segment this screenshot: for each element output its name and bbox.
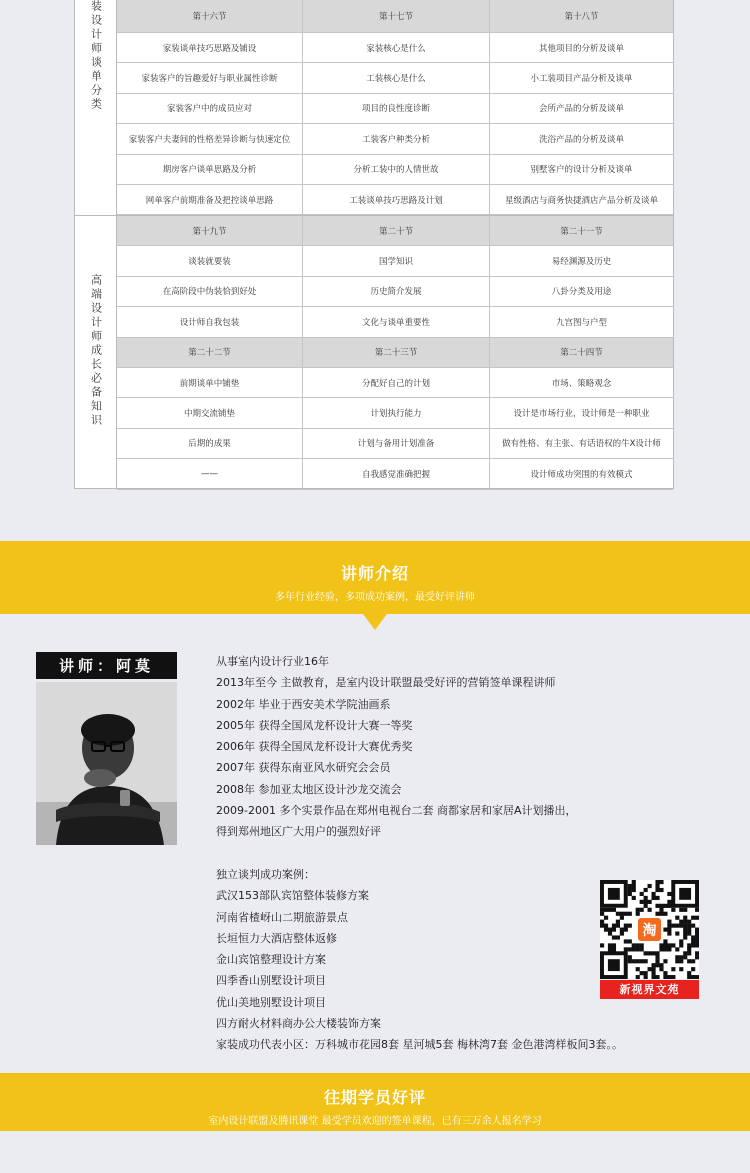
bio-line: 2007年 获得东南亚风水研究会会员: [216, 761, 391, 775]
table-header-row: [117, 338, 673, 368]
qr-code[interactable]: [600, 880, 699, 979]
table-header-row: [117, 216, 673, 246]
bio-line: 得到郑州地区广大用户的强烈好评: [216, 825, 381, 839]
table-cell: 工装客户种类分析: [303, 124, 490, 154]
case-line: 河南省楂岈山二期旅游景点: [216, 910, 348, 924]
table-cell: 计划与备用计划准备: [303, 429, 490, 459]
table-header-row: [117, 0, 673, 33]
lecturer-photo: [36, 682, 177, 845]
table-cell: 后期的成果: [117, 429, 303, 459]
table-cell: 市场、策略观念: [490, 368, 673, 398]
bio-line: 2013年至今 主做教育，是室内设计联盟最受好评的营销签单课程讲师: [216, 676, 556, 690]
table-cell: 工装核心是什么: [303, 63, 490, 93]
table-cell: 国学知识: [303, 246, 490, 276]
table-row: [117, 94, 673, 124]
table-cell: 九宫图与户型: [490, 307, 673, 337]
table-grid: [117, 0, 673, 215]
section-number-cell: 第二十节: [303, 216, 490, 246]
section-number-cell: 第十七节: [303, 0, 490, 33]
case-line: 家装成功代表小区：万科城市花园8套 星河城5套 梅林湾7套 金色港湾样板间3套。。: [216, 1038, 623, 1052]
table-grid: [117, 216, 673, 490]
category-cell: [75, 0, 117, 215]
table-cell: 工装谈单技巧思路及计划: [303, 185, 490, 215]
table-cell: ——: [117, 459, 303, 489]
table-cell: 洗浴产品的分析及谈单: [490, 124, 673, 154]
bio-line: 2009-2001 多个实景作品在郑州电视台二套 商都家居和家居A计划播出，: [216, 804, 577, 818]
table-cell: 家装核心是什么: [303, 33, 490, 63]
lecturer-portrait-icon: [36, 682, 177, 845]
table-cell: 期房客户谈单思路及分析: [117, 155, 303, 185]
table-cell: 谈装就要装: [117, 246, 303, 276]
table-row: [117, 185, 673, 215]
table-cell: 网单客户前期准备及把控谈单思路: [117, 185, 303, 215]
case-line: 武汉153部队宾馆整体装修方案: [216, 889, 369, 903]
lecturer-section-banner: [0, 541, 750, 614]
table-cell: 家装客户的旨趣爱好与职业属性诊断: [117, 63, 303, 93]
table-cell: 分析工装中的人情世故: [303, 155, 490, 185]
category-label: 高端设计师成长必备知识: [89, 274, 103, 428]
table-cell: 设计师成功突围的有效模式: [490, 459, 673, 489]
section-number-cell: 第十八节: [490, 0, 673, 33]
table-cell: 设计师自我包装: [117, 307, 303, 337]
table-cell: 前期谈单中铺垫: [117, 368, 303, 398]
table-row: [117, 124, 673, 154]
section-title: 讲师介绍: [340, 564, 409, 583]
table-row: [117, 155, 673, 185]
reviews-section-banner: [0, 1073, 750, 1131]
table-row: [117, 63, 673, 93]
section-title: 往期学员好评: [323, 1088, 426, 1107]
table-cell: 分配好自己的计划: [303, 368, 490, 398]
bio-line: 从事室内设计行业16年: [216, 655, 329, 668]
table-row: [117, 33, 673, 63]
table-cell: 会所产品的分析及谈单: [490, 94, 673, 124]
table-row: [117, 429, 673, 459]
table-block-senior-designer: [75, 215, 673, 488]
cases-heading: 独立谈判成功案例：: [216, 867, 315, 881]
table-cell: 星级酒店与商务快捷酒店产品分析及谈单: [490, 185, 673, 215]
case-line: 金山宾馆整理设计方案: [216, 953, 326, 967]
table-cell: 家装谈单技巧思路及铺设: [117, 33, 303, 63]
case-line: 优山美地别墅设计项目: [216, 995, 326, 1009]
table-cell: 历史简介发展: [303, 277, 490, 307]
bio-line: 2005年 获得全国凤龙杯设计大赛一等奖: [216, 718, 413, 732]
category-label: 装设计师谈单分类: [89, 0, 103, 112]
table-cell: 易经渊源及历史: [490, 246, 673, 276]
section-subtitle: 室内设计联盟及腾讯课堂 最受学员欢迎的签单课程，已有三万余人报名学习: [208, 1116, 542, 1127]
table-cell: 项目的良性度诊断: [303, 94, 490, 124]
table-cell: 设计是市场行业，设计师是一种职业: [490, 398, 673, 428]
table-cell: 做有性格、有主张、有话语权的牛X设计师: [490, 429, 673, 459]
table-cell: 计划执行能力: [303, 398, 490, 428]
section-number-cell: 第二十二节: [117, 338, 303, 368]
table-cell: 在高阶段中伪装恰到好处: [117, 277, 303, 307]
bio-line: 2006年 获得全国凤龙杯设计大赛优秀奖: [216, 740, 413, 754]
table-row: [117, 398, 673, 428]
table-cell: 文化与谈单重要性: [303, 307, 490, 337]
table-cell: 其他项目的分析及谈单: [490, 33, 673, 63]
case-line: 四方耐火材料商办公大楼装饰方案: [216, 1017, 381, 1031]
table-cell: 八卦分类及用途: [490, 277, 673, 307]
case-line: 长垣恒力大酒店整体返修: [216, 931, 337, 945]
section-subtitle: 多年行业经验，多项成功案例，最受好评讲师: [275, 592, 475, 603]
qr-code-icon: [600, 880, 699, 979]
table-row: [117, 368, 673, 398]
section-number-cell: 第十六节: [117, 0, 303, 33]
table-cell: 家装客户中的成员应对: [117, 94, 303, 124]
bio-line: 2002年 毕业于西安美术学院油画系: [216, 697, 391, 711]
table-row: [117, 246, 673, 276]
banner-pointer-icon: [363, 614, 387, 630]
category-cell: [75, 216, 117, 488]
section-number-cell: 第二十一节: [490, 216, 673, 246]
table-block-design-negotiation: [75, 0, 673, 215]
section-number-cell: 第二十三节: [303, 338, 490, 368]
lecturer-name-tag: 讲师：阿莫: [36, 652, 177, 679]
table-cell: 别墅客户的设计分析及谈单: [490, 155, 673, 185]
syllabus-table: [74, 0, 674, 489]
bio-spacer: [216, 843, 686, 864]
table-row: [117, 277, 673, 307]
table-cell: 中期交流铺垫: [117, 398, 303, 428]
table-row: [117, 459, 673, 489]
bio-line: 2008年 参加亚太地区设计沙龙交流会: [216, 782, 402, 796]
section-number-cell: 第十九节: [117, 216, 303, 246]
table-cell: 自我感觉准确把握: [303, 459, 490, 489]
section-number-cell: 第二十四节: [490, 338, 673, 368]
table-row: [117, 307, 673, 337]
case-line: 四季香山别墅设计项目: [216, 974, 326, 988]
qr-caption: 新视界文苑: [600, 980, 699, 999]
table-cell: 小工装项目产品分析及谈单: [490, 63, 673, 93]
table-cell: 家装客户夫妻间的性格差异诊断与快速定位: [117, 124, 303, 154]
taobao-badge-label: 淘: [642, 923, 657, 939]
